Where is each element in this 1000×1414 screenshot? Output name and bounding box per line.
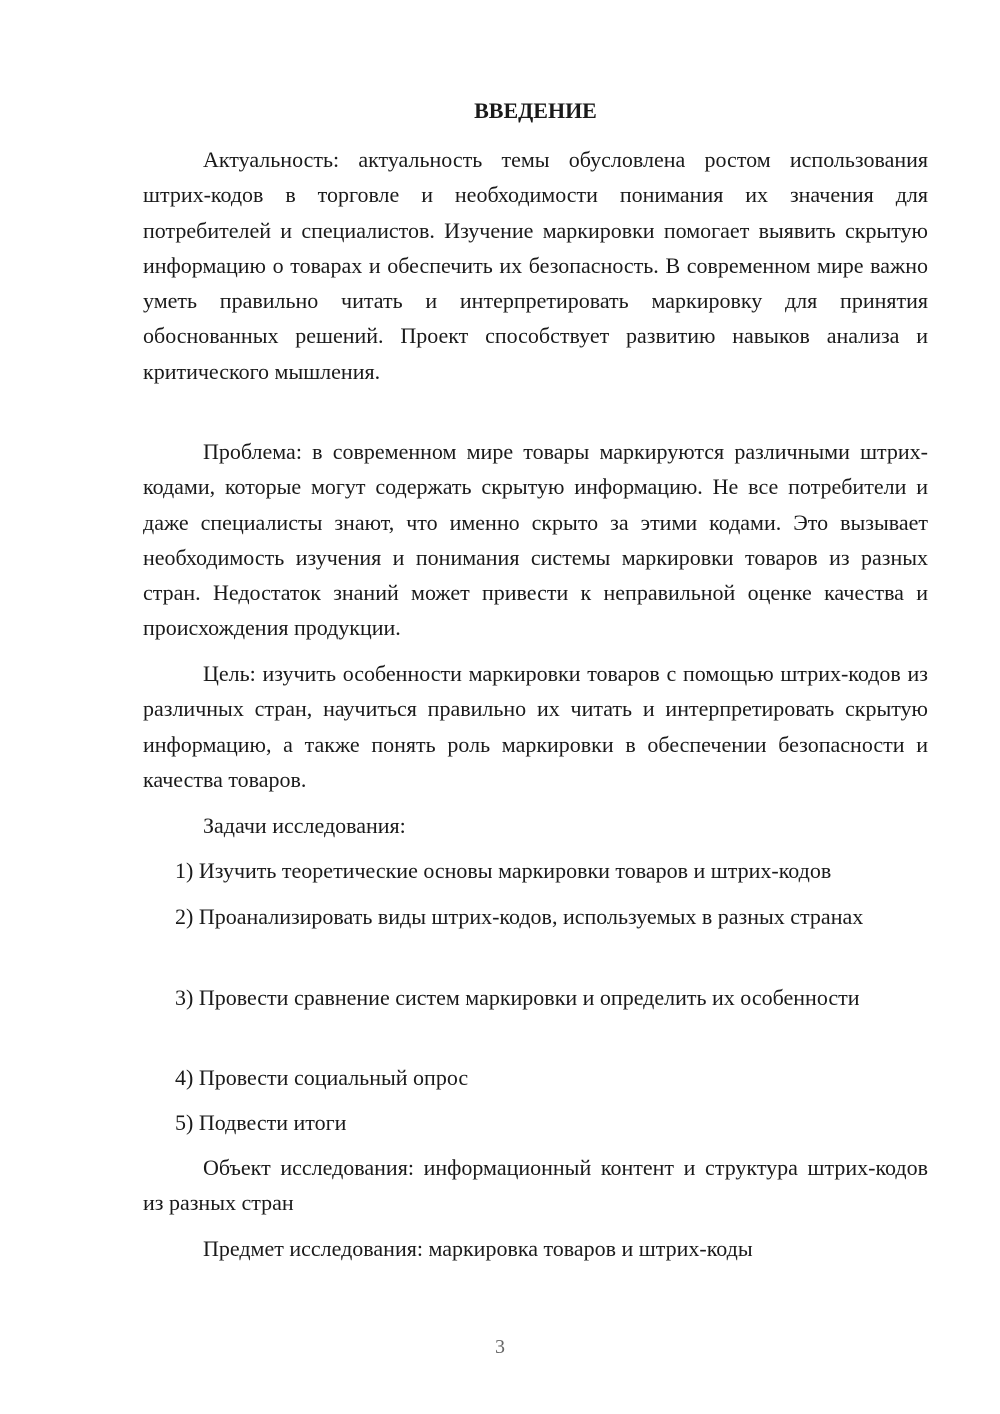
task-item-4: 4) Провести социальный опрос xyxy=(175,1065,469,1090)
task-item-3: 3) Провести сравнение систем маркировки и определить их особенности xyxy=(175,985,860,1010)
research-subject-paragraph: Предмет исследования: маркировка товаров и штрих-коды xyxy=(203,1236,753,1261)
relevance-paragraph: Актуальность: актуальность темы обусловлена ростом использования штрих-кодов в торговле и необходимости понимания их значения для потребителей и специалистов. Изучение маркировки помогает выявить скрытую информацию о товарах и обеспечить их безопасность. В современном мире важно уметь правильно читать и интерпретировать маркировку для принятия обоснованных решений. Проект способствует развитию навыков анализа и критического мышления. xyxy=(143,147,928,384)
goal-paragraph: Цель: изучить особенности маркировки товаров с помощью штрих-кодов из различных стран, научиться правильно их читать и интерпретировать скрытую информацию, а также понять роль маркировки в обеспечении безопасности и качества товаров. xyxy=(143,661,928,792)
section-title: ВВЕДЕНИЕ xyxy=(474,98,597,123)
page-number: 3 xyxy=(495,1336,505,1358)
problem-paragraph: Проблема: в современном мире товары маркируются различными штрих-кодами, которые могут содержать скрытую информацию. Не все потребители и даже специалисты знают, что именно скрыто за этими кодами. Это вызывает необходимость изучения и понимания системы маркировки товаров из разных стран. Недостаток знаний может привести к неправильной оценке качества и происхождения продукции. xyxy=(143,439,928,641)
task-item-2: 2) Проанализировать виды штрих-кодов, используемых в разных странах xyxy=(175,904,864,929)
tasks-heading: Задачи исследования: xyxy=(203,813,406,838)
task-item-5: 5) Подвести итоги xyxy=(175,1110,347,1135)
research-object-paragraph: Объект исследования: информационный контент и структура штрих-кодов из разных стран xyxy=(143,1155,928,1216)
task-item-1: 1) Изучить теоретические основы маркировки товаров и штрих-кодов xyxy=(175,858,832,883)
